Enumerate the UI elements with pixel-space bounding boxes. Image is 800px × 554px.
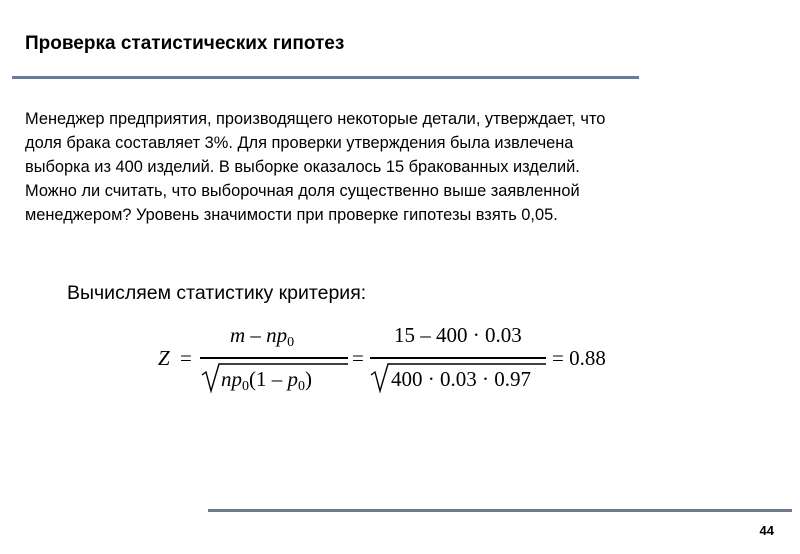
problem-line: Менеджер предприятия, производящего некоторые детали, утверждает, что: [25, 110, 606, 128]
subscript-zero: 0: [242, 379, 249, 394]
formula-result: = 0.88: [552, 346, 606, 370]
problem-line: менеджером? Уровень значимости при проверке гипотезы взять 0,05.: [25, 206, 558, 224]
step-label: Вычисляем статистику критерия:: [67, 282, 367, 304]
title-divider: [12, 76, 639, 79]
slide-title: Проверка статистических гипотез: [25, 33, 345, 54]
problem-statement: [25, 107, 765, 227]
numeric-denominator: 400 · 0.03 · 0.97: [391, 367, 531, 391]
subscript-zero: 0: [287, 335, 295, 350]
problem-line: выборка из 400 изделий. В выборке оказалось 15 бракованных изделий.: [25, 158, 580, 176]
symbolic-denominator: [221, 367, 312, 395]
formula-equals: =: [352, 346, 364, 370]
footer-divider: [208, 509, 792, 512]
z-statistic-formula: [158, 320, 628, 400]
problem-line: Можно ли считать, что выборочная доля существенно выше заявленной: [25, 182, 580, 200]
formula-lhs: Z: [158, 346, 170, 370]
numeric-numerator: 15 – 400 · 0.03: [394, 323, 522, 347]
fraction-bar: [370, 357, 546, 359]
minus-sign: –: [245, 323, 267, 347]
symbol-np: np: [266, 323, 288, 347]
page-number: 44: [759, 523, 774, 538]
paren-close: ): [305, 367, 312, 391]
subscript-zero: 0: [298, 379, 305, 394]
problem-line: доля брака составляет 3%. Для проверки утверждения была извлечена: [25, 134, 574, 152]
paren-one-minus: (1 –: [249, 367, 288, 391]
symbol-np: np: [221, 367, 242, 391]
symbol-m: m: [230, 323, 246, 347]
formula-equals: =: [180, 346, 192, 370]
symbol-p: p: [287, 367, 298, 391]
